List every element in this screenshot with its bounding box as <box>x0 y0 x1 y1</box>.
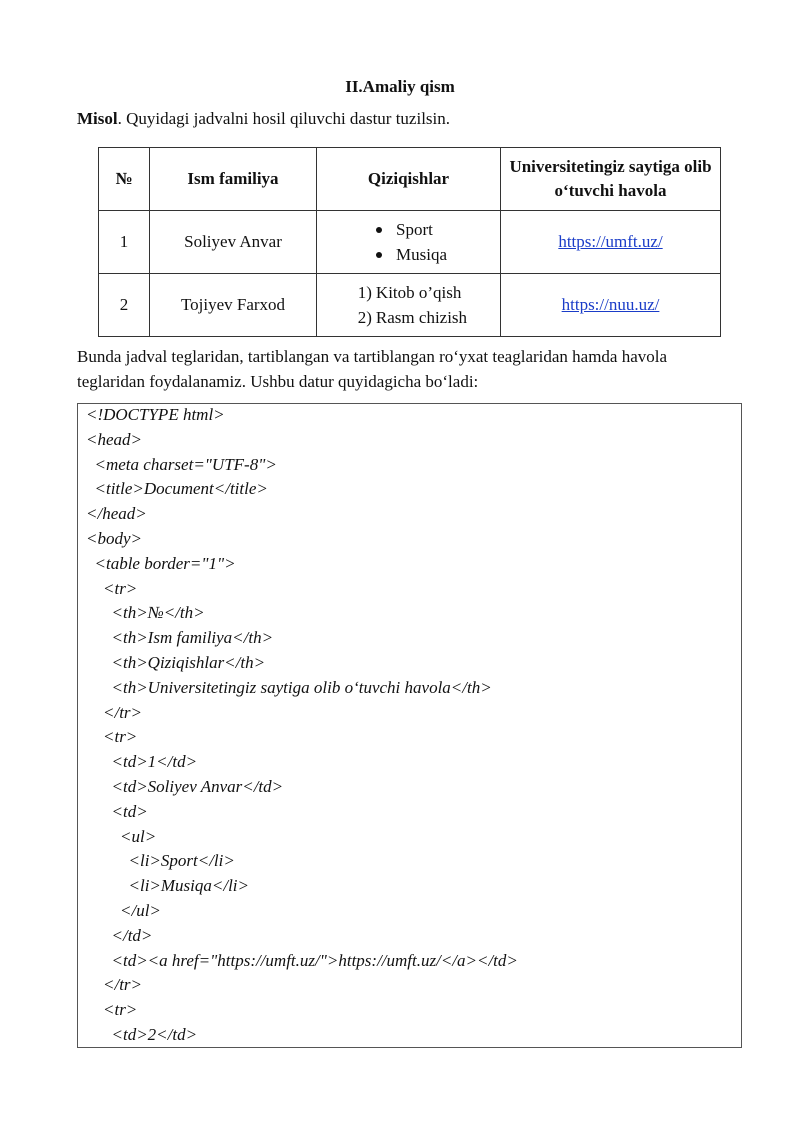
code-line: <table border="1"> <box>86 553 236 573</box>
code-line: </tr> <box>86 975 143 995</box>
code-line: <td>Soliyev Anvar</td> <box>86 777 284 796</box>
table-header-row <box>99 148 721 211</box>
row-interests <box>317 274 501 337</box>
university-link[interactable]: https://umft.uz/ <box>558 232 663 251</box>
code-line: <li>Sport</li> <box>86 851 235 871</box>
header-interests: Qiziqishlar <box>317 148 501 211</box>
code-line: </td> <box>86 925 153 945</box>
code-line: <td>2</td> <box>86 1025 198 1044</box>
table-row <box>99 211 721 274</box>
code-line: <th>Ism familiya</th> <box>86 628 274 648</box>
code-line: <td><a href="https://umft.uz/">https://umft.uz/</a></td> <box>86 950 518 970</box>
code-line: <li>Musiqa</li> <box>86 876 250 896</box>
code-line: <head> <box>86 429 142 449</box>
university-link[interactable]: https://nuu.uz/ <box>561 295 660 314</box>
header-name: Ism familiya <box>150 148 317 211</box>
row-number: 2 <box>99 274 150 337</box>
task-text: . Quyidagi jadvalni hosil qiluvchi dastur tuzilsin. <box>117 109 451 128</box>
row-link-cell <box>501 274 721 337</box>
page-title: II.Amaliy qism <box>345 77 455 96</box>
code-line: <td>1</td> <box>86 752 198 772</box>
code-line: </tr> <box>86 702 143 722</box>
task-line <box>77 109 450 129</box>
code-line: <ul> <box>86 826 157 846</box>
code-listing <box>77 403 742 1048</box>
header-number: № <box>99 148 150 211</box>
list-item: 1) Kitob o’qish <box>350 280 467 305</box>
code-line: <tr> <box>86 578 138 598</box>
code-line: </ul> <box>86 901 161 920</box>
code-line: <th>Universitetingiz saytiga olib o‘tuvchi havola</th> <box>86 677 492 697</box>
row-interests <box>317 211 501 274</box>
row-number: 1 <box>99 211 150 274</box>
row-name: Tojiyev Farxod <box>150 274 317 337</box>
list-number: 1) <box>357 283 372 302</box>
interests-ordered-list <box>350 280 467 330</box>
code-line: <th>Qiziqishlar</th> <box>86 653 266 672</box>
code-line: <th>№</th> <box>86 603 205 623</box>
code-line: <tr> <box>86 727 138 747</box>
explanation-paragraph: Bunda jadval teglaridan, tartiblangan va tartiblangan ro‘yxat teaglaridan hamda havola teglaridan foydalanamiz. Ushbu datur quyidagicha bo‘ladi: <box>77 347 668 391</box>
code-line: </head> <box>86 504 147 524</box>
header-university-link: Universitetingiz saytiga olib o‘tuvchi havola <box>501 148 721 211</box>
table-row <box>99 274 721 337</box>
interests-bullet-list <box>370 217 447 267</box>
row-name: Soliyev Anvar <box>150 211 317 274</box>
list-item: 2) Rasm chizish <box>350 305 467 330</box>
task-label: Misol <box>77 109 118 128</box>
row-link-cell <box>501 211 721 274</box>
code-line: <tr> <box>86 1000 138 1020</box>
code-line: <!DOCTYPE html> <box>86 405 225 424</box>
list-item: Sport <box>370 217 447 242</box>
list-item: Musiqa <box>370 242 447 267</box>
code-line: <body> <box>86 529 142 548</box>
code-line: <title>Document</title> <box>86 479 268 499</box>
example-table <box>98 147 721 337</box>
code-line: <meta charset="UTF-8"> <box>86 454 277 474</box>
list-number: 2) <box>357 308 372 327</box>
code-line: <td> <box>86 801 148 821</box>
